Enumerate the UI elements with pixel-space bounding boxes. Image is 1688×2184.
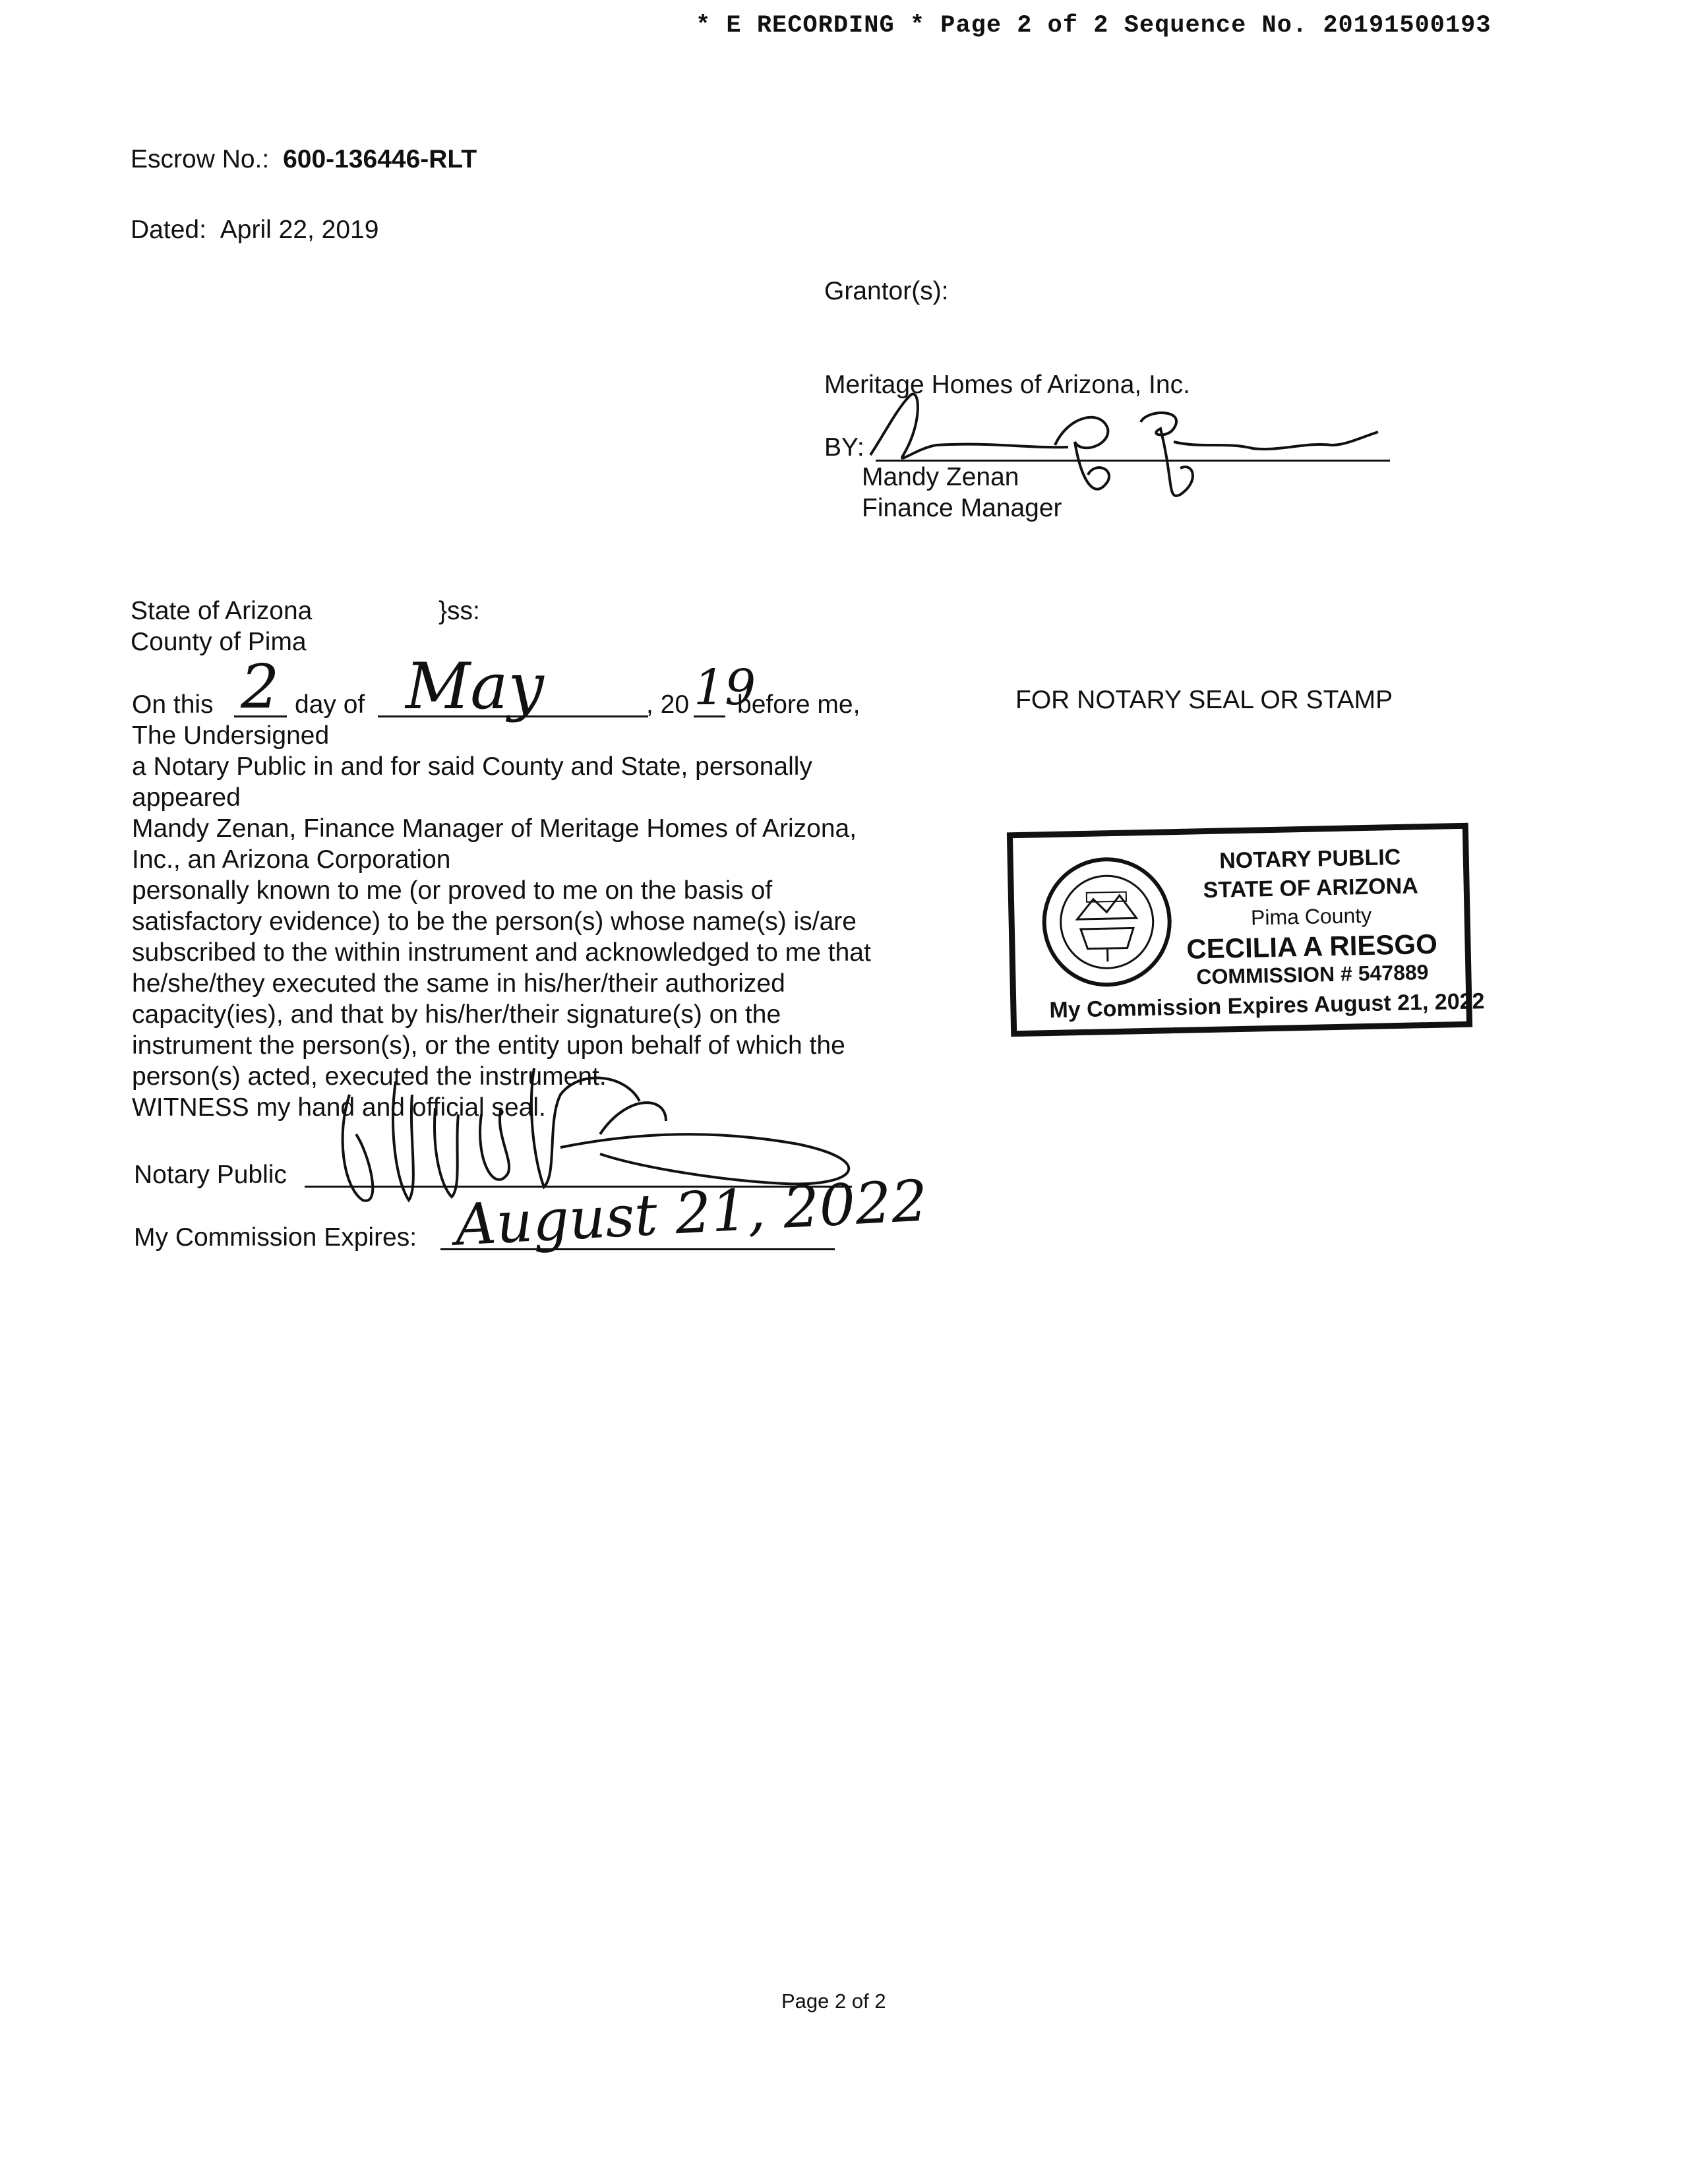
dated-label: Dated: xyxy=(131,216,206,244)
venue-county: County of Pima xyxy=(131,628,307,656)
grantor-heading: Grantor(s): xyxy=(824,277,949,305)
stamp-line-notary: NOTARY PUBLIC xyxy=(1219,844,1401,874)
ack-before-me: before me, xyxy=(737,690,860,719)
stamp-line-state: STATE OF ARIZONA xyxy=(1203,873,1419,903)
ack-line: capacity(ies), and that by his/her/their signature(s) on the xyxy=(132,1000,781,1029)
escrow-line xyxy=(131,144,477,175)
ack-on-this: On this xyxy=(132,690,214,719)
recording-header: * E RECORDING * Page 2 of 2 Sequence No. 20191500193 xyxy=(696,12,1492,40)
grantor-by-label: BY: xyxy=(824,433,864,462)
ack-day-of: day of xyxy=(295,690,365,719)
notary-stamp xyxy=(1007,823,1485,1037)
venue-ss: }ss: xyxy=(438,597,480,625)
stamp-line-name: CECILIA A RIESGO xyxy=(1186,928,1438,965)
ack-month-handwritten: May xyxy=(406,650,544,723)
grantor-signature-image xyxy=(857,382,1398,508)
notary-public-label: Notary Public xyxy=(134,1161,287,1189)
ack-line: satisfactory evidence) to be the person(s) whose name(s) is/are xyxy=(132,907,857,936)
ack-line: subscribed to the within instrument and acknowledged to me that xyxy=(132,938,871,967)
venue-state: State of Arizona xyxy=(131,597,313,625)
grantor-company: Meritage Homes of Arizona, Inc. xyxy=(824,371,1190,399)
arizona-seal-icon xyxy=(1040,855,1174,989)
stamp-line-county: Pima County xyxy=(1250,903,1372,930)
dated-line xyxy=(131,214,378,245)
ack-line: he/she/they executed the same in his/her/their authorized xyxy=(132,969,785,998)
ack-line: Inc., an Arizona Corporation xyxy=(132,845,451,874)
commission-handwritten: August 21, 2022 xyxy=(453,1168,930,1259)
ack-year-handwritten: 19 xyxy=(694,659,756,716)
ack-line: appeared xyxy=(132,783,241,812)
grantor-signer-title: Finance Manager xyxy=(862,494,1062,522)
escrow-number: 600-136446-RLT xyxy=(283,145,477,173)
ack-year-prefix: , 20 xyxy=(646,690,690,719)
ack-line: WITNESS my hand and official seal. xyxy=(132,1093,546,1122)
ack-line: a Notary Public in and for said County and State, personally xyxy=(132,752,812,781)
stamp-line-expires: My Commission Expires August 21, 2022 xyxy=(1049,988,1485,1023)
page-footer: Page 2 of 2 xyxy=(781,1989,886,2013)
dated-value: April 22, 2019 xyxy=(220,216,379,244)
ack-line: personally known to me (or proved to me on the basis of xyxy=(132,876,773,905)
ack-line: Mandy Zenan, Finance Manager of Meritage Homes of Arizona, xyxy=(132,814,857,843)
ack-line: person(s) acted, executed the instrument. xyxy=(132,1062,607,1091)
grantor-signer-name: Mandy Zenan xyxy=(862,463,1019,491)
stamp-line-commission: COMMISSION # 547889 xyxy=(1196,960,1429,989)
escrow-label: Escrow No.: xyxy=(131,145,270,173)
ack-line: instrument the person(s), or the entity upon behalf of which the xyxy=(132,1031,845,1060)
commission-label: My Commission Expires: xyxy=(134,1223,417,1252)
notary-seal-label: FOR NOTARY SEAL OR STAMP xyxy=(1015,686,1393,714)
ack-undersigned: The Undersigned xyxy=(132,721,330,750)
ack-day-handwritten: 2 xyxy=(241,652,280,722)
